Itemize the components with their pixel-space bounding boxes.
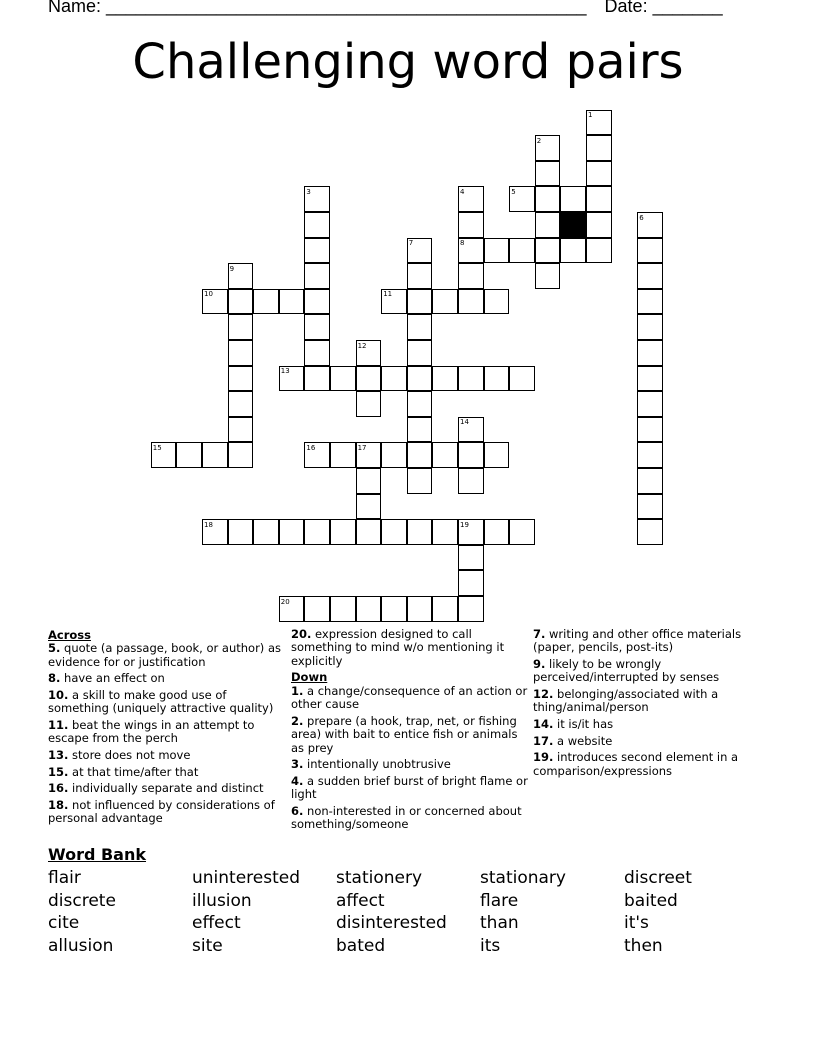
down-heading: Down — [291, 670, 328, 685]
grid-clue-number: 3 — [306, 187, 311, 196]
grid-cell[interactable] — [432, 596, 458, 622]
clues-column-1 — [48, 628, 286, 829]
clue-item — [48, 782, 286, 795]
grid-cell[interactable] — [330, 519, 356, 545]
grid-clue-number: 2 — [536, 136, 542, 145]
grid-cell[interactable] — [304, 212, 330, 238]
grid-cell[interactable] — [228, 340, 254, 366]
grid-cell[interactable] — [304, 596, 330, 622]
clue-text: a skill to make good use of something (uniquely attractive quality) — [48, 688, 274, 716]
word-bank — [48, 867, 768, 957]
grid-cell[interactable] — [356, 366, 382, 392]
clue-text: a sudden brief burst of bright flame or light — [291, 773, 528, 802]
grid-cell[interactable] — [458, 186, 484, 212]
clue-text: a change/consequence of an action or other cause — [291, 683, 528, 712]
grid-cell[interactable] — [407, 391, 433, 417]
clue-text: belonging/associated with a thing/animal/person — [533, 687, 719, 715]
grid-cell[interactable] — [484, 289, 510, 315]
grid-cell[interactable] — [356, 596, 382, 622]
grid-clue-number: 9 — [229, 264, 235, 273]
grid-clue-number: 11 — [383, 290, 393, 299]
down-clue-list — [291, 685, 529, 832]
page-title: Challenging word pairs — [132, 34, 684, 90]
across-heading: Across — [48, 628, 91, 642]
down-clue-list-continued — [533, 628, 771, 778]
grid-cell[interactable] — [586, 212, 612, 238]
clue-number: 5. — [48, 641, 61, 656]
grid-cell[interactable] — [253, 519, 279, 545]
grid-cell[interactable] — [407, 442, 433, 468]
grid-cell[interactable] — [330, 366, 356, 392]
grid-cell[interactable] — [432, 289, 458, 315]
grid-cell[interactable] — [586, 186, 612, 212]
grid-cell[interactable] — [356, 519, 382, 545]
word-bank-item: affect — [336, 890, 385, 911]
grid-cell[interactable] — [637, 289, 663, 315]
grid-cell[interactable] — [509, 238, 535, 264]
grid-cell[interactable] — [381, 366, 407, 392]
clue-text: likely to be wrongly perceived/interrupted by senses — [533, 657, 720, 685]
clue-number: 17. — [533, 733, 554, 748]
clue-number: 14. — [533, 717, 554, 731]
clue-number: 4. — [291, 773, 304, 788]
blocked-cell — [560, 212, 586, 238]
clue-text: intentionally unobtrusive — [303, 757, 451, 772]
clue-item — [48, 689, 286, 716]
clue-number: 20. — [291, 627, 312, 641]
clue-text: individually separate and distinct — [68, 781, 264, 796]
grid-cell[interactable] — [458, 545, 484, 571]
grid-cell[interactable] — [535, 263, 561, 289]
grid-cell[interactable] — [407, 238, 433, 264]
grid-cell[interactable] — [484, 366, 510, 392]
grid-cell[interactable] — [407, 314, 433, 340]
grid-clue-number: 20 — [280, 597, 290, 606]
grid-cell[interactable] — [535, 135, 561, 161]
grid-clue-number: 19 — [460, 520, 469, 529]
word-bank-item: than — [480, 913, 519, 934]
clue-number: 16. — [48, 781, 69, 796]
clue-number: 7. — [533, 627, 546, 641]
grid-cell[interactable] — [228, 263, 254, 289]
grid-cell[interactable] — [304, 186, 330, 212]
grid-cell[interactable] — [637, 238, 663, 264]
grid-cell[interactable] — [586, 161, 612, 187]
grid-cell[interactable] — [356, 468, 382, 494]
grid-cell[interactable] — [509, 519, 535, 545]
clue-item — [533, 628, 771, 655]
grid-clue-number: 13 — [280, 367, 290, 376]
grid-cell[interactable] — [381, 519, 407, 545]
grid-clue-number: 12 — [357, 341, 367, 350]
grid-cell[interactable] — [535, 186, 561, 212]
grid-cell[interactable] — [304, 238, 330, 264]
grid-cell[interactable] — [637, 314, 663, 340]
grid-cell[interactable] — [407, 417, 433, 443]
grid-cell[interactable] — [586, 110, 612, 136]
grid-clue-number: 8 — [460, 239, 465, 248]
clue-text: prepare (a hook, trap, net, or fishing area) with bait to entice fish or animals as prey — [291, 713, 518, 755]
grid-cell[interactable] — [356, 391, 382, 417]
word-bank-item: effect — [192, 913, 241, 934]
grid-cell[interactable] — [228, 442, 254, 468]
grid-cell[interactable] — [458, 468, 484, 494]
grid-cell[interactable] — [356, 340, 382, 366]
grid-cell[interactable] — [304, 289, 330, 315]
word-bank-item: baited — [624, 890, 678, 911]
grid-cell[interactable] — [509, 186, 535, 212]
word-bank-item: illusion — [192, 890, 252, 911]
grid-cell[interactable] — [458, 417, 484, 443]
grid-cell[interactable] — [228, 289, 254, 315]
grid-cell[interactable] — [202, 442, 228, 468]
clue-item — [291, 628, 529, 668]
clue-text: store does not move — [68, 748, 191, 762]
grid-cell[interactable] — [535, 161, 561, 187]
grid-cell[interactable] — [304, 263, 330, 289]
clue-text: non-interested in or concerned about something/someone — [291, 803, 522, 832]
grid-cell[interactable] — [458, 519, 484, 545]
grid-cell[interactable] — [637, 519, 663, 545]
grid-clue-number: 6 — [639, 213, 644, 222]
clue-number: 11. — [48, 718, 69, 732]
clue-number: 18. — [48, 797, 69, 812]
word-bank-item: stationery — [336, 868, 423, 888]
grid-cell[interactable] — [637, 391, 663, 417]
word-bank-item: discrete — [48, 890, 116, 911]
clue-number: 12. — [533, 687, 554, 701]
word-bank-item: it's — [624, 913, 649, 934]
grid-cell[interactable] — [560, 238, 586, 264]
clue-item — [533, 658, 771, 685]
grid-cell[interactable] — [407, 340, 433, 366]
clue-item — [48, 672, 286, 685]
grid-clue-number: 17 — [357, 443, 367, 452]
clue-item — [291, 805, 529, 832]
across-clue-list-continued — [291, 628, 529, 668]
clue-number: 6. — [291, 803, 304, 818]
grid-cell[interactable] — [509, 366, 535, 392]
grid-cell[interactable] — [304, 519, 330, 545]
clue-text: writing and other office materials (paper, pencils, post-its) — [533, 627, 742, 655]
grid-cell[interactable] — [637, 468, 663, 494]
clue-number: 13. — [48, 748, 69, 762]
grid-cell[interactable] — [304, 442, 330, 468]
word-bank-item: cite — [48, 913, 80, 934]
word-bank-item: stationary — [480, 868, 566, 888]
clue-text: introduces second element in a comparison/expressions — [533, 750, 739, 778]
grid-cell[interactable] — [304, 314, 330, 340]
clue-text: not influenced by considerations of personal advantage — [48, 797, 275, 826]
grid-cell[interactable] — [458, 238, 484, 264]
grid-cell[interactable] — [637, 494, 663, 520]
clue-text: expression designed to call something to mind w/o mentioning it explicitly — [291, 627, 505, 668]
grid-cell[interactable] — [458, 289, 484, 315]
grid-cell[interactable] — [279, 596, 305, 622]
clue-item — [533, 751, 771, 778]
clue-text: at that time/after that — [68, 764, 199, 779]
grid-cell[interactable] — [637, 366, 663, 392]
grid-cell[interactable] — [356, 494, 382, 520]
clue-number: 15. — [48, 764, 69, 779]
clues-column-3 — [533, 628, 771, 781]
grid-cell[interactable] — [637, 340, 663, 366]
clue-item — [48, 799, 286, 826]
grid-clue-number: 10 — [204, 290, 213, 299]
clue-item — [533, 718, 771, 731]
grid-cell[interactable] — [432, 366, 458, 392]
clues-column-2 — [291, 628, 529, 835]
grid-cell[interactable] — [407, 596, 433, 622]
grid-clue-number: 14 — [460, 418, 469, 427]
word-bank-item: disinterested — [336, 913, 447, 934]
grid-clue-number: 15 — [152, 443, 162, 452]
word-bank-item: site — [192, 935, 223, 956]
grid-cell[interactable] — [330, 442, 356, 468]
grid-cell[interactable] — [484, 519, 510, 545]
clue-number: 1. — [291, 683, 304, 698]
clue-text: have an effect on — [60, 671, 165, 686]
grid-cell[interactable] — [279, 289, 305, 315]
clue-number: 2. — [291, 713, 304, 728]
word-bank-title: Word Bank — [48, 845, 147, 864]
grid-clue-number: 1 — [588, 111, 593, 120]
clue-number: 8. — [48, 671, 61, 686]
grid-cell[interactable] — [228, 519, 254, 545]
grid-cell[interactable] — [381, 289, 407, 315]
grid-cell[interactable] — [228, 417, 254, 443]
grid-cell[interactable] — [151, 442, 177, 468]
word-bank-item: then — [624, 935, 663, 956]
grid-cell[interactable] — [535, 238, 561, 264]
grid-cell[interactable] — [637, 212, 663, 238]
clue-number: 19. — [533, 750, 554, 765]
grid-cell[interactable] — [228, 391, 254, 417]
grid-cell[interactable] — [484, 238, 510, 264]
clue-text: quote (a passage, book, or author) as evidence for or justification — [48, 641, 281, 669]
grid-cell[interactable] — [381, 442, 407, 468]
grid-cell[interactable] — [432, 519, 458, 545]
grid-cell[interactable] — [407, 263, 433, 289]
grid-cell[interactable] — [279, 519, 305, 545]
word-bank-item: flair — [48, 868, 81, 888]
grid-cell[interactable] — [228, 314, 254, 340]
grid-cell[interactable] — [637, 263, 663, 289]
grid-cell[interactable] — [304, 340, 330, 366]
grid-clue-number: 7 — [408, 239, 414, 248]
grid-cell[interactable] — [560, 186, 586, 212]
grid-cell[interactable] — [407, 468, 433, 494]
grid-cell[interactable] — [407, 519, 433, 545]
grid-cell[interactable] — [304, 366, 330, 392]
grid-cell[interactable] — [253, 289, 279, 315]
clue-item — [48, 642, 286, 669]
clue-number: 9. — [533, 657, 546, 671]
clue-text: it is/it has — [553, 717, 614, 731]
grid-cell[interactable] — [356, 442, 382, 468]
clue-number: 10. — [48, 688, 69, 702]
grid-cell[interactable] — [586, 238, 612, 264]
grid-clue-number: 18 — [204, 520, 213, 529]
grid-cell[interactable] — [535, 212, 561, 238]
clue-item — [291, 715, 529, 755]
across-clue-list — [48, 642, 286, 825]
grid-cell[interactable] — [458, 263, 484, 289]
grid-cell[interactable] — [432, 442, 458, 468]
grid-cell[interactable] — [484, 442, 510, 468]
grid-cell[interactable] — [330, 596, 356, 622]
grid-cell[interactable] — [637, 417, 663, 443]
grid-cell[interactable] — [458, 212, 484, 238]
clue-text: beat the wings in an attempt to escape from the perch — [48, 718, 255, 746]
word-bank-item: uninterested — [192, 868, 301, 888]
grid-clue-number: 5 — [511, 187, 516, 196]
grid-cell[interactable] — [458, 596, 484, 622]
grid-cell[interactable] — [458, 366, 484, 392]
clue-item — [291, 775, 529, 802]
word-bank-item: flare — [480, 890, 519, 911]
clue-item — [48, 766, 286, 779]
grid-cell[interactable] — [458, 570, 484, 596]
clue-item — [533, 735, 771, 748]
grid-clue-number: 4 — [460, 187, 465, 196]
clue-item — [533, 688, 771, 715]
word-bank-item: allusion — [48, 935, 114, 956]
clue-item — [48, 719, 286, 746]
date-field[interactable]: Date: _______ — [604, 0, 723, 16]
grid-clue-number: 16 — [306, 443, 316, 452]
clue-number: 3. — [291, 757, 304, 772]
grid-cell[interactable] — [586, 135, 612, 161]
grid-cell[interactable] — [381, 596, 407, 622]
grid-cell[interactable] — [407, 366, 433, 392]
grid-cell[interactable] — [458, 442, 484, 468]
grid-cell[interactable] — [407, 289, 433, 315]
clue-item — [291, 758, 529, 771]
clue-item — [48, 749, 286, 762]
grid-cell[interactable] — [279, 366, 305, 392]
word-bank-item: its — [480, 935, 501, 956]
grid-cell[interactable] — [176, 442, 202, 468]
name-field[interactable]: Name: ________________________________________________ — [48, 0, 587, 16]
clue-text: a website — [553, 733, 613, 748]
grid-cell[interactable] — [202, 519, 228, 545]
grid-cell[interactable] — [228, 366, 254, 392]
clue-item — [291, 685, 529, 712]
grid-cell[interactable] — [202, 289, 228, 315]
word-bank-item: bated — [336, 935, 386, 956]
grid-cell[interactable] — [637, 442, 663, 468]
word-bank-item: discreet — [624, 868, 692, 888]
